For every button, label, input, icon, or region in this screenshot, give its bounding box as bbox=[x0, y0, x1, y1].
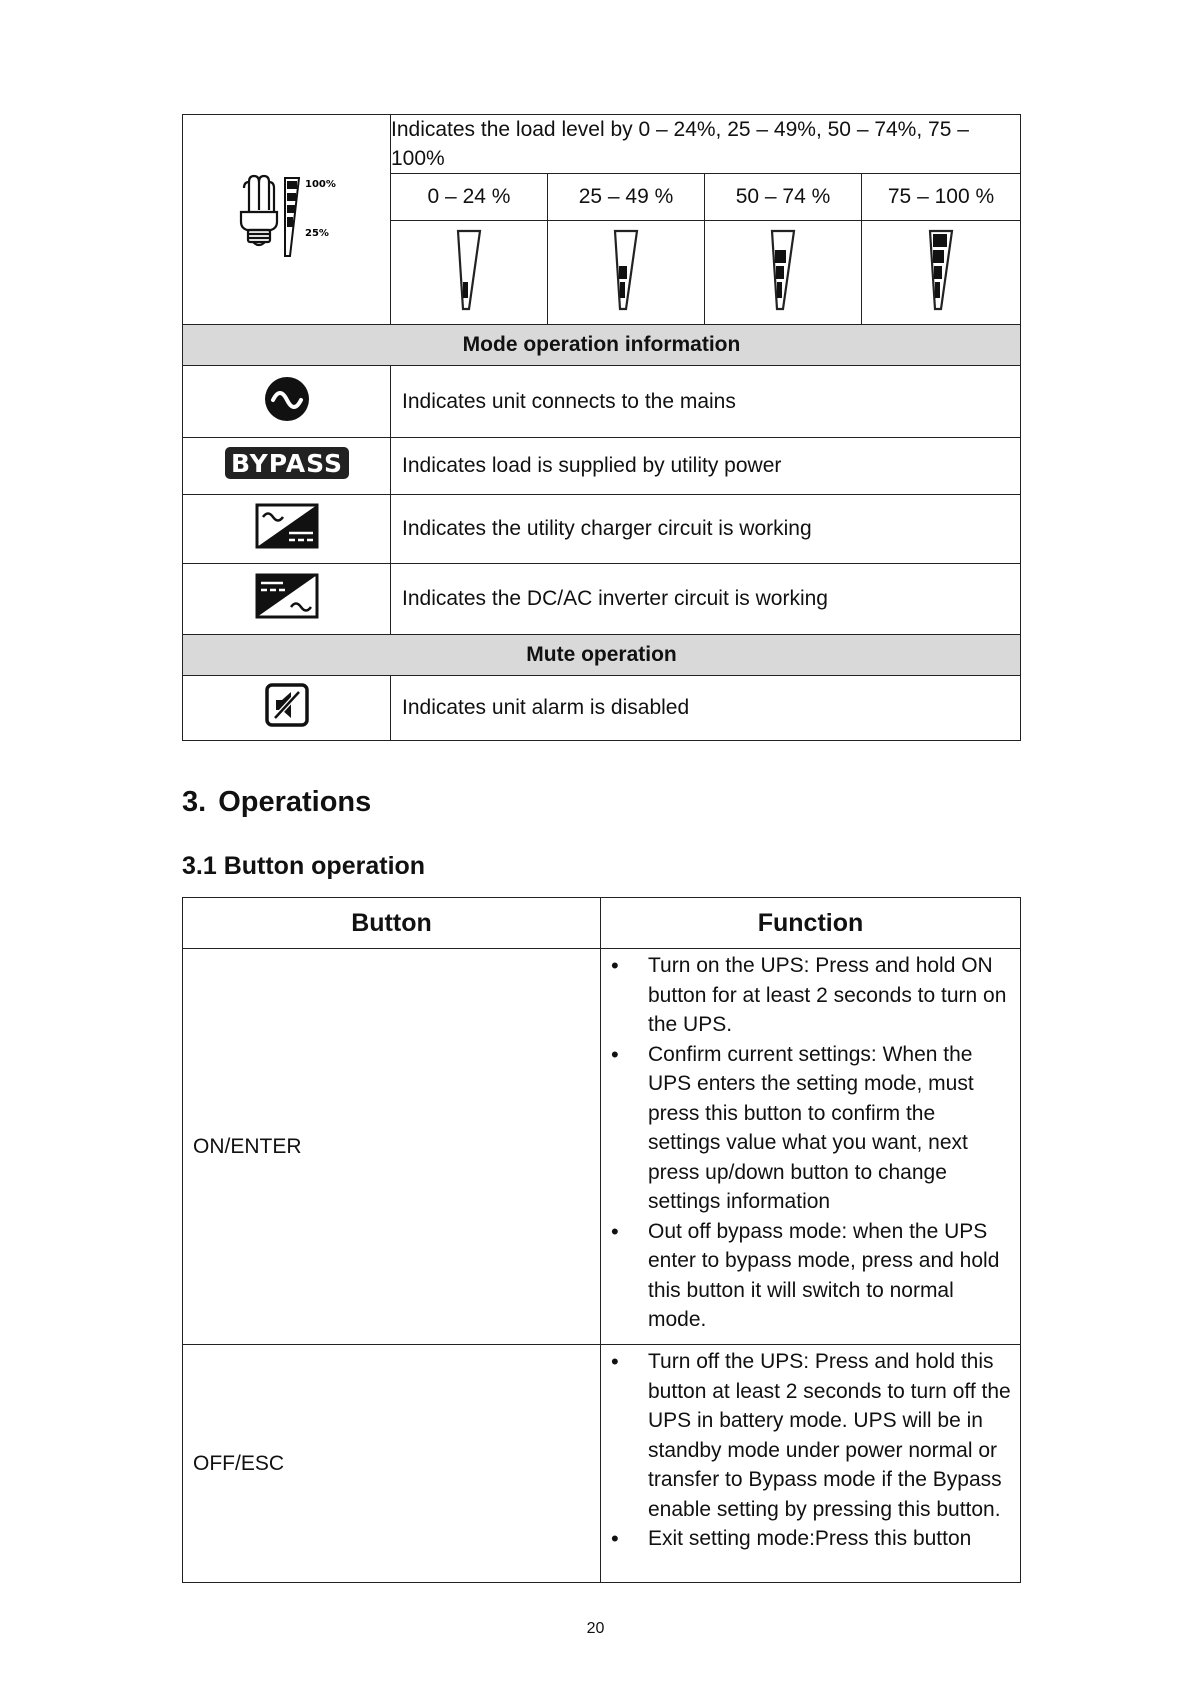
mode-section-title: Mode operation information bbox=[183, 325, 1021, 366]
operations-heading bbox=[182, 786, 371, 819]
charger-row bbox=[183, 495, 1021, 564]
load-icon-cell bbox=[183, 115, 391, 325]
inverter-description: Indicates the DC/AC inverter circuit is working bbox=[391, 564, 1021, 635]
load-range-4: 75 – 100 % bbox=[862, 174, 1021, 221]
list-item: • Turn off the UPS: Press and hold this button at least 2 seconds to turn off the UPS in battery mode. UPS will be in standby mode under power normal or transfer to Bypass mode if the Bypass enable setting by pressing this button. bbox=[601, 1347, 1012, 1524]
mute-icon bbox=[264, 682, 310, 728]
bypass-description: Indicates load is supplied by utility power bbox=[391, 438, 1021, 495]
function-cell-on-enter bbox=[601, 949, 1021, 1345]
list-item: • Turn on the UPS: Press and hold ON button for at least 2 seconds to turn on the UPS. bbox=[601, 951, 1012, 1040]
load-bar-cell-1 bbox=[391, 221, 548, 325]
bar-gauge-segment bbox=[934, 266, 942, 279]
charger-description: Indicates the utility charger circuit is working bbox=[391, 495, 1021, 564]
function-list bbox=[601, 1347, 1012, 1554]
mains-icon-cell bbox=[183, 366, 391, 438]
bar-gauge-segment bbox=[619, 266, 627, 279]
bypass-icon-cell bbox=[183, 438, 391, 495]
page-number: 20 bbox=[586, 1620, 605, 1637]
lcd-indicators-table bbox=[182, 114, 1021, 741]
bar-gauge-segment bbox=[933, 250, 944, 263]
bar-gauge-segment bbox=[775, 250, 786, 263]
load-level-row bbox=[183, 115, 1021, 174]
load-icon-25-label: 25% bbox=[304, 227, 329, 239]
bar-gauge-segment bbox=[777, 282, 782, 298]
function-cell-off-esc bbox=[601, 1345, 1021, 1583]
bar-gauge-segment bbox=[620, 282, 625, 298]
operations-heading-text: Operations bbox=[218, 786, 372, 818]
button-name-off-esc: OFF/ESC bbox=[183, 1345, 601, 1583]
load-bar-gauge-icon bbox=[611, 228, 641, 312]
load-range-3: 50 – 74 % bbox=[705, 174, 862, 221]
bypass-icon-text: BYPASS bbox=[230, 449, 343, 478]
load-range-2: 25 – 49 % bbox=[548, 174, 705, 221]
mains-row bbox=[183, 366, 1021, 438]
bypass-row bbox=[183, 438, 1021, 495]
list-item: • Confirm current settings: When the UPS enters the setting mode, must press this button to confirm the settings value what you want, next press up/down button to change settings information bbox=[601, 1040, 1012, 1217]
load-bar-cell-2 bbox=[548, 221, 705, 325]
load-level-description: Indicates the load level by 0 – 24%, 25 – 49%, 50 – 74%, 75 – 100% bbox=[391, 115, 1021, 174]
mains-ac-icon bbox=[264, 376, 310, 422]
mute-section-header bbox=[183, 635, 1021, 676]
charger-icon bbox=[255, 503, 319, 549]
load-bar-gauge-icon bbox=[926, 228, 956, 312]
function-list bbox=[601, 951, 1012, 1335]
load-bar-cell-3 bbox=[705, 221, 862, 325]
table-row bbox=[183, 949, 1021, 1345]
bar-gauge-segment bbox=[933, 234, 947, 247]
function-column-header: Function bbox=[601, 898, 1021, 949]
load-icon-100-label: 100% bbox=[304, 178, 336, 190]
load-level-icon bbox=[227, 172, 347, 262]
inverter-icon-cell bbox=[183, 564, 391, 635]
inverter-row bbox=[183, 564, 1021, 635]
bar-gauge-outline bbox=[458, 231, 480, 309]
bypass-icon bbox=[224, 446, 350, 480]
inverter-icon bbox=[255, 573, 319, 619]
charger-icon-cell bbox=[183, 495, 391, 564]
bar-gauge-segment bbox=[935, 282, 940, 298]
button-table-header-row bbox=[183, 898, 1021, 949]
load-range-1: 0 – 24 % bbox=[391, 174, 548, 221]
list-item: • Out off bypass mode: when the UPS enter to bypass mode, press and hold this button it will switch to normal mode. bbox=[601, 1217, 1012, 1335]
mute-icon-cell bbox=[183, 676, 391, 741]
mute-description: Indicates unit alarm is disabled bbox=[391, 676, 1021, 741]
table-row bbox=[183, 1345, 1021, 1583]
load-bar-gauge-icon bbox=[454, 228, 484, 312]
mute-section-title: Mute operation bbox=[183, 635, 1021, 676]
mute-row bbox=[183, 676, 1021, 741]
mode-section-header bbox=[183, 325, 1021, 366]
load-bar-gauge-icon bbox=[768, 228, 798, 312]
load-bar-cell-4 bbox=[862, 221, 1021, 325]
mains-description: Indicates unit connects to the mains bbox=[391, 366, 1021, 438]
list-item: • Exit setting mode:Press this button bbox=[601, 1524, 1012, 1554]
button-operation-heading: 3.1 Button operation bbox=[182, 852, 426, 880]
bar-gauge-segment bbox=[776, 266, 784, 279]
bar-gauge-segment bbox=[463, 282, 468, 298]
operations-heading-number: 3. bbox=[182, 786, 207, 818]
button-operation-table bbox=[182, 897, 1021, 1583]
button-column-header: Button bbox=[183, 898, 601, 949]
button-name-on-enter: ON/ENTER bbox=[183, 949, 601, 1345]
